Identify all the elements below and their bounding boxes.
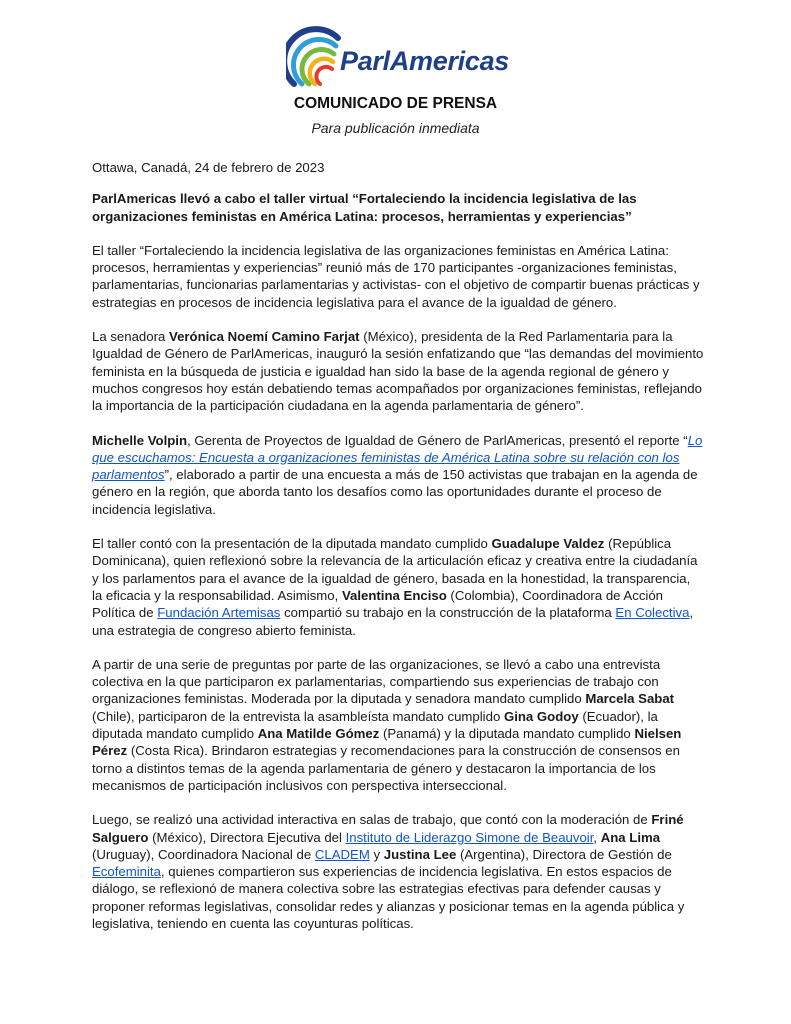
person-name: Gina Godoy: [503, 708, 579, 724]
report-link[interactable]: Lo que escuchamos: Encuesta a organizaciones feministas de América Latina sobre su relación con los parlamentos: [92, 432, 703, 483]
text-span: A partir de una serie de preguntas por parte de las organizaciones, se llevó a cabo una entrevista colectiva en la que participaron ex parlamentarias, compartiendo sus experiencias de trabajo con organizaciones feministas. Moderada por la diputada y senadora mandato cumplido: [92, 656, 661, 707]
text-span: , Gerenta de Proyectos de Igualdad de Género de ParlAmericas, presentó el reporte “: [187, 432, 688, 448]
text-span: , una estrategia de congreso abierto feminista.: [92, 605, 694, 638]
text-span: ,: [593, 829, 601, 845]
instituto-simone-de-beauvoir-link[interactable]: Instituto de Liderazgo Simone de Beauvoir: [345, 829, 594, 845]
text-span: y: [369, 846, 384, 862]
text-span: (República Dominicana), quien reflexionó sobre la relevancia de la articulación eficaz y creativa entre la ciudadanía y los parlamentos para el avance de la igualdad de género, basada en la honestidad, la transparencia, la eficacia y la responsabilidad. Asimismo,: [92, 536, 698, 603]
text-span: (Chile), participaron de la entrevista la asambleísta mandato cumplido: [92, 708, 504, 724]
text-span: (Argentina), Directora de Gestión de: [456, 846, 672, 862]
text-span: (México), presidenta de la Red Parlamentaria para la Igualdad de Género de ParlAmericas, inauguró la sesión enfatizando que “las demandas del movimiento feminista en la búsqueda de justicia e igualdad han sido la base de la agenda regional de género y muchos congresos hoy están debatiendo temas acompañados por organizaciones feministas, reflejando la importancia de la participación ciudadana en la agenda parlamentaria de género”.: [92, 329, 704, 414]
person-name: Michelle Volpin: [92, 432, 188, 448]
fundacion-artemisas-link[interactable]: Fundación Artemisas: [157, 605, 281, 621]
text-span: (México), Directora Ejecutiva del: [148, 829, 346, 845]
headline: ParlAmericas llevó a cabo el taller virtual “Fortaleciendo la incidencia legislativa de las organizaciones feministas en América Latina: procesos, herramientas y experiencias”: [92, 191, 637, 224]
text-span: (Panamá) y la diputada mandato cumplido: [379, 726, 635, 742]
person-name: Marcela Sabat: [585, 691, 675, 707]
text-span: compartió su trabajo en la construcción de la plataforma: [280, 605, 616, 621]
paragraph-2: [92, 328, 704, 414]
paragraph-5: [92, 656, 704, 794]
person-name: Ana Lima: [600, 829, 661, 845]
logo-wordmark: ParlAmericas: [340, 46, 510, 76]
text-span: La senadora: [92, 329, 169, 345]
text-span: El taller contó con la presentación de la diputada mandato cumplido: [92, 536, 492, 552]
paragraph-6: [92, 811, 704, 932]
text-span: (Uruguay), Coordinadora Nacional de: [92, 846, 315, 862]
en-colectiva-link[interactable]: En Colectiva: [615, 605, 690, 621]
dateline: Ottawa, Canadá, 24 de febrero de 2023: [92, 160, 325, 175]
text-span: ”, elaborado a partir de una encuesta a más de 150 activistas que trabajan en la agenda de género en la región, que aborda tanto los desafíos como las oportunidades durante el proceso de incidencia legislativa.: [92, 467, 698, 517]
page-subtitle: Para publicación inmediata: [311, 120, 480, 136]
person-name: Ana Matilde Gómez: [257, 726, 380, 742]
paragraph-3: [92, 432, 704, 518]
text-span: Luego, se realizó una actividad interactiva en salas de trabajo, que contó con la moderación de: [92, 812, 652, 828]
cladem-link[interactable]: CLADEM: [314, 846, 370, 862]
text-span: , quienes compartieron sus experiencias de incidencia legislativa. En estos espacios de diálogo, se reflexionó de manera colectiva sobre las estrategias efectivas para defender causas y proponer reformas legislativas, consolidar redes y alianzas y posicionar temas en la agenda pública y legislativa, teniendo en cuenta las coyunturas políticas.: [92, 864, 685, 931]
paragraph-4: [92, 535, 704, 639]
person-name: Friné Salguero: [92, 812, 684, 845]
person-name: Guadalupe Valdez: [491, 536, 605, 552]
paragraph-1: El taller “Fortaleciendo la incidencia legislativa de las organizaciones feministas en América Latina: procesos, herramientas y experiencias” reunió más de 170 participantes -organizaciones feministas, parlamentarias, funcionarias parlamentarias y activistas- con el objetivo de compartir buenas prácticas y estrategias en procesos de incidencia legislativa para el avance de la igualdad de género.: [92, 242, 700, 310]
press-release-body: [92, 159, 704, 949]
person-name: Nielsen Pérez: [92, 726, 682, 759]
text-span: (Colombia), Coordinadora de Acción Política de: [92, 587, 664, 621]
person-name: Valentina Enciso: [341, 587, 447, 603]
person-name: Verónica Noemí Camino Farjat: [169, 329, 360, 345]
person-name: Justina Lee: [383, 846, 457, 862]
ecofeminita-link[interactable]: Ecofeminita: [92, 864, 161, 880]
text-span: (Ecuador), la diputada mandato cumplido: [92, 708, 658, 742]
page-title: COMUNICADO DE PRENSA: [293, 95, 498, 112]
text-span: (Costa Rica). Brindaron estrategias y recomendaciones para la construcción de consensos en torno a distintos temas de la agenda parlamentaria de género y destacaron la importancia de los mecanismos de participación inclusivos con perspectiva interseccional.: [92, 743, 680, 793]
